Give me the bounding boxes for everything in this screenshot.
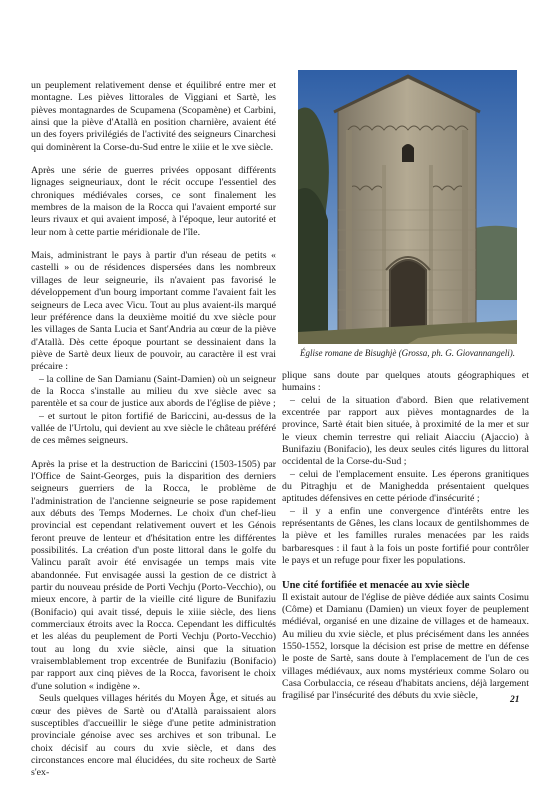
list-item: – la colline de San Damianu (Saint-Damien) où un seigneur de la Rocca s'installe au milieu du xve siècle avec sa parentèle et sa cour de justice aux abords de l'église de piève ;: [31, 373, 276, 410]
list-item: – celui de l'emplacement ensuite. Les éperons granitiques du Pitraghju et de Manighedda présentaient quelques aptitudes défensives en cette période d'insécurité ;: [282, 468, 529, 505]
paragraph: Seuls quelques villages hérités du Moyen Âge, et situés au cœur des pièves de Sartè ou d'Atallà paraissaient alors susceptibles d'accueillir le siège d'une petite administration provinciale génoise avec ses archives et son tribunal. Le choix décisif au cours du xvie siècle, et dans des circonstances encore mal élucidées, du site rocheux de Sartè s'ex-: [31, 693, 276, 779]
list-item: – il y a enfin une convergence d'intérêts entre les représentants de Gênes, les clans locaux de gentilshommes de la piève et les familles rurales menacées par les raids barbaresques : il faut à la fois un poste fortifié pour contrôler le pays et un refuge pour fixer les populations.: [282, 505, 529, 567]
paragraph: Mais, administrant le pays à partir d'un réseau de petits « castelli » ou de résidences dispersées dans les nombreux villages de leur seigneurie, ils n'avaient pas favorisé le développement d'un bourg important comme l'avaient fait les seigneurs de Leca avec Vicu. Tout au plus avaient-ils marqué leur préférence dans la deuxième moitié du xve siècle pour les villages de Santa Lucia et Sant'Andria au cœur de la piève d'Atallà. Dès cette époque pourtant se dessinaient dans la piève de Sartè deux lieux de pouvoir, au caractère il est vrai précaire :: [31, 250, 276, 373]
list-item: – et surtout le piton fortifié de Bariccini, au-dessus de la vallée de l'Urtolu, qui devient au xve siècle le château préféré de ces mêmes seigneurs.: [31, 410, 276, 447]
right-text-column: [282, 370, 529, 703]
paragraph: Après la prise et la destruction de Bariccini (1503-1505) par l'Office de Saint-Georges, puis la disparition des derniers seigneurs guerriers de la Rocca, le problème de l'administration de l'ancienne seigneurie se pose rapidement aux débuts des Temps Modernes. Le choix d'un chef-lieu provincial est cependant relativement ouvert et les Génois feront preuve de lenteur et d'hésitation entre les différentes possibilités. La création d'un poste littoral dans le golfe du Valincu paraît avoir été envisagée un temps mais vite abandonnée. Fut envisagée aussi la gestion de ce district à partir du nouveau préside de Porti Vechju (Porto-Vecchio), ou mieux encore, à partir de la vieille cité ligure de Bunifaziu (Bonifacio) qui avait tissé, depuis le xiiie siècle, des liens commerciaux étroits avec la Rocca. Cependant les difficultés et les aléas du peuplement de Porti Vechju (Porto-Vecchio) tout au long du xvie siècle, ainsi que la situation vraisemblablement trop excentrée de Bunifaziu (Bonifacio) par rapport aux cinq pièves de la Rocca, favorisent le choix d'une solution « indigène ».: [31, 458, 276, 692]
page-number: 21: [510, 695, 520, 705]
list-item: – celui de la situation d'abord. Bien que relativement excentrée par rapport aux pièves montagnardes de la province, Sartè était bien située, à proximité de la mer et sur le vieux chemin terrestre qui reliait Aiacciu (Ajaccio) à Bunifaziu (Bonifacio), les deux seules cités ligures du littoral occidental de la Corse-du-Sud ;: [282, 394, 529, 468]
figure-caption: Église romane de Bisughjè (Grossa, ph. G. Giovannangeli).: [299, 348, 516, 358]
paragraph: Après une série de guerres privées opposant différents lignages seigneuriaux, dont le récit occupe l'essentiel des chroniques médiévales corses, ce sont finalement les membres de la maison de la Rocca qui l'avaient emporté sur leurs rivaux et qui avaient imposé, à l'époque, leur autorité et leur nom à cette partie méridionale de l'île.: [31, 165, 276, 238]
section-heading: Une cité fortifiée et menacée au xvie siècle: [282, 579, 470, 591]
paragraph: plique sans doute par quelques atouts géographiques et humains :: [282, 370, 529, 394]
left-text-column: [31, 80, 276, 791]
paragraph: Il existait autour de l'église de piève dédiée aux saints Cosimu (Côme) et Damianu (Damien) un vieux foyer de peuplement médiéval, organisé en une dizaine de villages et de hameaux. Au milieu du xvie siècle, et plus précisément dans les années 1550-1552, lorsque la décision est prise de mettre en défense le poste de Sartè, sans doute à l'emplacement de l'un de ces villages médiévaux, aux noms mystérieux comme Solaro ou Casa Corbulaccia, ce réseau d'habitats anciens, déjà largement fragilisé par l'insécurité des débuts du xvie siècle,: [282, 591, 529, 702]
church-photograph: [298, 70, 517, 344]
paragraph: un peuplement relativement dense et équilibré entre mer et montagne. Les pièves littorales de Viggiani et Sartè, les pièves montagnardes de Scupamena (Scopamène) et Carbini, ainsi que la piève d'Atallà en position charnière, avaient été un des foyers privilégiés de l'activité des seigneurs Cinarchesi qui dominèrent la Corse-du-Sud entre le xiiie et le xve siècle.: [31, 80, 276, 153]
